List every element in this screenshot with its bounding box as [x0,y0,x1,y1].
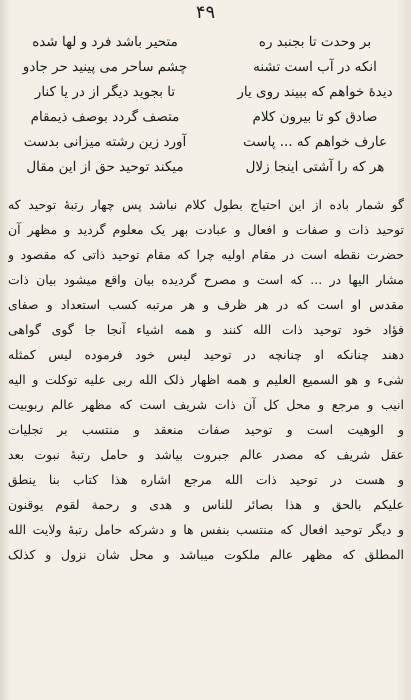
prose-line: شیء و هو السمیع العلیم و همه اظهار ذلک الله ربی علیه توکلت و الیه [8,372,404,387]
hemistich-right: انکه در آب است تشنه [253,59,377,75]
prose-line: علیکم بالحق و هذا بصائر للناس و هدی و رحمة لقوم یوقنون [8,497,404,512]
prose-line: المطلق که مظهر عالم ملکوت میباشد و محل شان نزول و کذلک [8,547,404,562]
prose-line: و دیگر توحید افعال که منتسب بنفس ها و دشرکه حامل رتبهٔ ولایت الله [8,522,404,537]
couplet [10,130,410,155]
hemistich-left: متصف گردد بوصف ذیمقام [30,109,180,125]
couplet [10,105,410,130]
hemistich-left: میکند توحید حق از این مقال [26,159,184,175]
hemistich-left: متحیر باشد فرد و لها شده [32,34,178,50]
couplet [10,30,410,55]
prose-line: عقل شریف که مصدر عالم جبروت بیاشد و حامل رتبهٔ نبوت بعد [8,447,404,462]
couplet [10,55,410,80]
prose-line: فؤاد خود توحید ذات الله کنند و همه اشیاء آنجا جا گوی گواهی [8,322,404,337]
hemistich-left: تا بجوید دیگر از در یا کنار [34,84,176,100]
prose-line: توحید ذات و صفات و افعال و عبادت بهر یک معلوم گردید و مظهر آن [8,222,404,237]
prose-line: و هست در توحید ذات الله مرجع اشاره هذا کتاب بنا ینطق [8,472,404,487]
hemistich-left: آورد زین رشته میزانی بدست [23,134,187,150]
hemistich-right: عارف خواهم که ... پاست [243,134,387,150]
hemistich-right: هر که را آشتی اینجا زلال [245,159,385,175]
hemistich-right: بر وحدت تا بجنبد ره [258,34,372,50]
couplet [10,155,410,180]
prose-line: گو شمار باده از این احتیاج بطول کلام نباشد پس چهار رتبهٔ توحید که [8,197,404,212]
prose-line: انیب و مرجع و محل کل آن ذات شریف است که مظهر عالم ربوبیت [8,397,404,412]
prose-line: مقدس او است که در هر ظرف و هر مرتبه کسب استعداد و صفای [8,297,404,312]
hemistich-right: دیدهٔ خواهم که ببیند روی یار [237,84,393,100]
prose-line: مشار الیها در ... که است و مصرح گردیده بیان واقع میشود بیان ذات [8,272,404,287]
prose-line: و الوهیت است و توحید صفات منعقد و منتسب بر تجلیات [8,422,404,437]
hemistich-left: چشم ساحر می پینید حر جادو [22,59,188,75]
hemistich-right: صادق کو تا بیرون کلام [252,109,378,125]
prose-line: حضرت نقطه است در مقام اولیه چرا که مقام توحید ذاتی که مقصود و [8,247,404,262]
poetry-section [10,30,410,190]
prose-section [8,192,404,697]
page-number: ۴۹ [195,2,216,23]
prose-line: دهند چنانکه او چنانچه در توحید لیس خود فرموده لیس کمثله [8,347,404,362]
couplet [10,80,410,105]
